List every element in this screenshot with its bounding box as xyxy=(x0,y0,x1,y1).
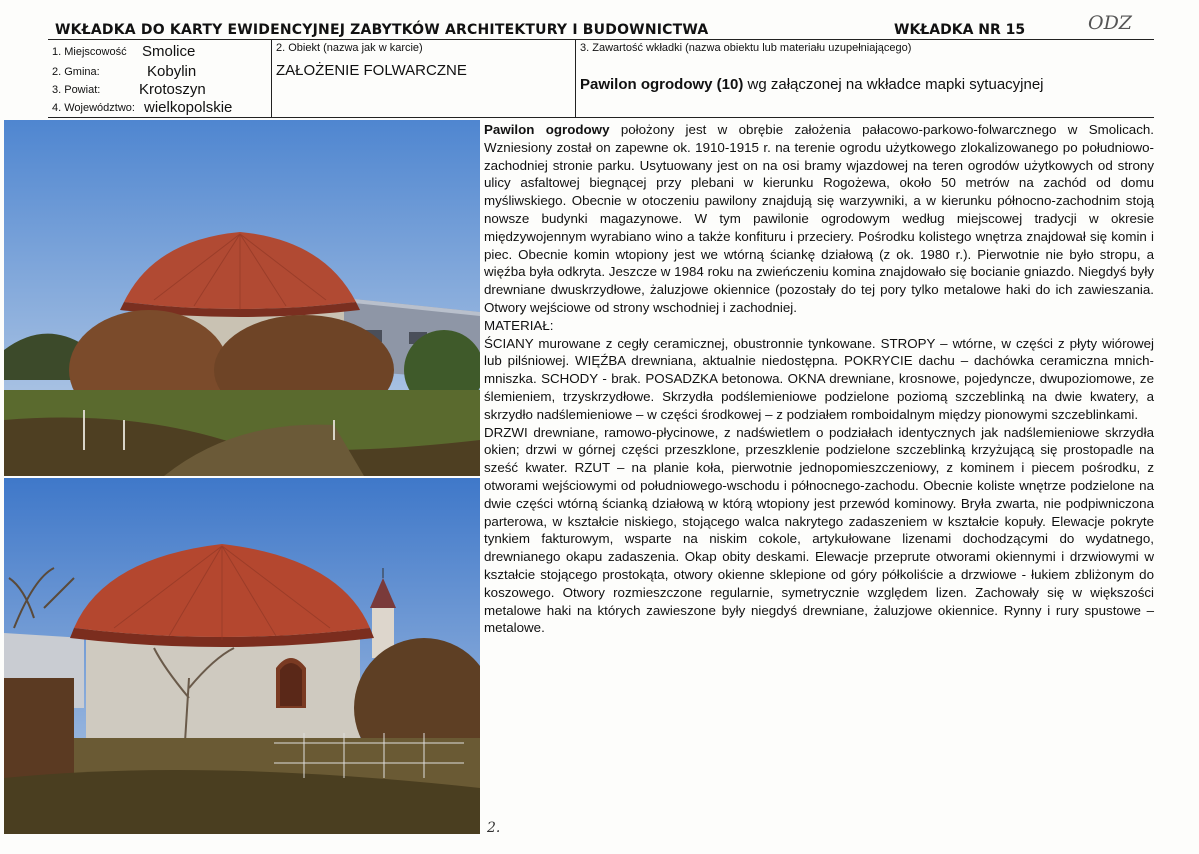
header-rule-top xyxy=(48,39,1154,40)
insert-number: WKŁADKA NR 15 xyxy=(894,22,1026,38)
gmina-row xyxy=(52,63,197,84)
gmina-label: 2. Gmina: xyxy=(52,66,100,78)
doors-text: DRZWI drewniane, ramowo-płycinowe, z nadświetlem o podziałach identycznych jak nadślemieniowe skrzydła okien; drzwi w górnej części przeszklone, przeszklenie podzielone szczeblinką krzyżującą się prostopadle na sześć kwater. RZUT – na planie koła, pierwotnie jednopomieszczeniowy, z kominem i piecem pośrodku, z otworami wejściowymi od południowego-wschodu i północnego-zachodu. Obecnie koliste wnętrze podzielone na dwie części wtórną ścianką działową w którą wtopiony jest przewód kominowy. Bryła zwarta, nie podpiwniczona parterowa, w kształcie niskiego, stojącego walca nakrytego zadaszeniem w kształcie kopuły. Elewacje pokryte tynkiem fakturowym, wsparte na niskim cokole, artykułowane lizenami dochodzącymi do wydatnego, drewnianego okapu zadaszenia. Okap obity deskami. Elewacje przeprute otworami okiennymi i drzwiowymi w kształcie stojącego prostokąta, otwory okienne sklepione od góry półkoliście a drzwiowe - łukiem zbliżonym do koszowego. Otwory rozmieszczone regularnie, symetrycznie względem lizen. Zachowały się w większości metalowe haki na których zawieszone były niegdyś drewniane, żaluzjowe okiennice. Rynny i rury spustowe – metalowe. xyxy=(484,424,1154,636)
description-intro xyxy=(484,121,1154,317)
powiat-value: Krotoszyn xyxy=(139,81,206,98)
signature-mark: 2. xyxy=(487,820,501,836)
photo-pavilion-1 xyxy=(4,120,480,476)
wojewodztwo-label: 4. Województwo: xyxy=(52,102,135,114)
header-divider-1 xyxy=(271,40,272,117)
miejscowosc-label: 1. Miejscowość xyxy=(52,46,127,58)
miejscowosc-value: Smolice xyxy=(142,43,196,60)
header-divider-2 xyxy=(575,40,576,117)
header-rule-bottom xyxy=(48,117,1154,118)
header-title: WKŁADKA DO KARTY EWIDENCYJNEJ ZABYTKÓW ARCHITEKTURY I BUDOWNICTWA xyxy=(55,22,709,38)
photo-pavilion-2 xyxy=(4,478,480,834)
wojewodztwo-value: wielkopolskie xyxy=(144,99,233,116)
handwritten-code: ODZ xyxy=(1088,12,1133,34)
description-intro-bold: Pawilon ogrodowy xyxy=(484,122,610,137)
gmina-value: Kobylin xyxy=(147,63,197,80)
powiat-label: 3. Powiat: xyxy=(52,84,101,96)
material-text: ŚCIANY murowane z cegły ceramicznej, obustronnie tynkowane. STROPY – wtórne, w części z płyty wiórowej lub pilśniowej. WIĘŹBA drewniana, aktualnie niedostępna. POKRYCIE dachu – dachówka ceramiczna mnich-mniszka. SCHODY - brak. POSADZKA betonowa. OKNA drewniane, krosnowe, pojedyncze, dwupoziomowe, ze ślemieniem, trzyskrzydłowe. Skrzydła podślemieniowe podzielone poziomą szczeblinką na dwie kwatery, a skrzydło nadślemieniowe – w części środkowej – z podziałem romboidalnym między pionowymi szczeblinkami. xyxy=(484,335,1154,422)
contents-value-bold: Pawilon ogrodowy (10) xyxy=(580,76,744,93)
object-value: ZAŁOŻENIE FOLWARCZNE xyxy=(276,62,467,79)
contents-value-rest: wg załączonej na wkładce mapki sytuacyjnej xyxy=(743,76,1044,93)
contents-value xyxy=(580,76,1044,93)
description-intro-text: położony jest w obrębie założenia pałacowo-parkowo-folwarcznego w Smolicach. Wzniesiony został on zapewne ok. 1910-1915 r. na terenie ogrodu użytkowego zlokalizowanego po południowo-zachodniej stronie parku. Usytuowany jest on na osi bramy wjazdowej na teren ogrodów użytkowych od strony ulicy asfaltowej biegnącej przy plebani w kierunku Rogożewa, około 50 metrów na zachód od domu myśliwskiego. Obecnie w otoczeniu pawilony znajdują się warzywniki, a w kierunku północno-zachodnim stoją nowsze budynki magazynowe. W tym pawilonie ogrodowym według miejscowej tradycji w okresie międzywojennym wyrabiano wino a także konfituru i przeciery. Pośrodku kolistego wnętrza znajdował się komin i piec. Obecnie komin wtopiony jest we wtórną ściankę działową (z ok. 1980 r.). Pierwotnie nie było stropu, a więźba była odkryta. Jeszcze w 1984 roku na zwieńczeniu komina znajdowało się bocianie gniazdo. Niegdyś były drewniane dwuskrzydłowe, żaluzjowe okiennice (pozostały do tej pory tylko metalowe haki do ich zawieszania. Otwory wejściowe od strony wschodniej i zachodniej. xyxy=(484,122,1155,315)
miejscowosc-row xyxy=(52,43,196,64)
material-heading: MATERIAŁ: xyxy=(484,317,554,333)
contents-label: 3. Zawartość wkładki (nazwa obiektu lub materiału uzupełniającego) xyxy=(580,42,912,54)
wojewodztwo-row xyxy=(52,99,233,120)
description-body xyxy=(484,121,1154,637)
object-label: 2. Obiekt (nazwa jak w karcie) xyxy=(276,42,423,54)
powiat-row xyxy=(52,81,206,102)
